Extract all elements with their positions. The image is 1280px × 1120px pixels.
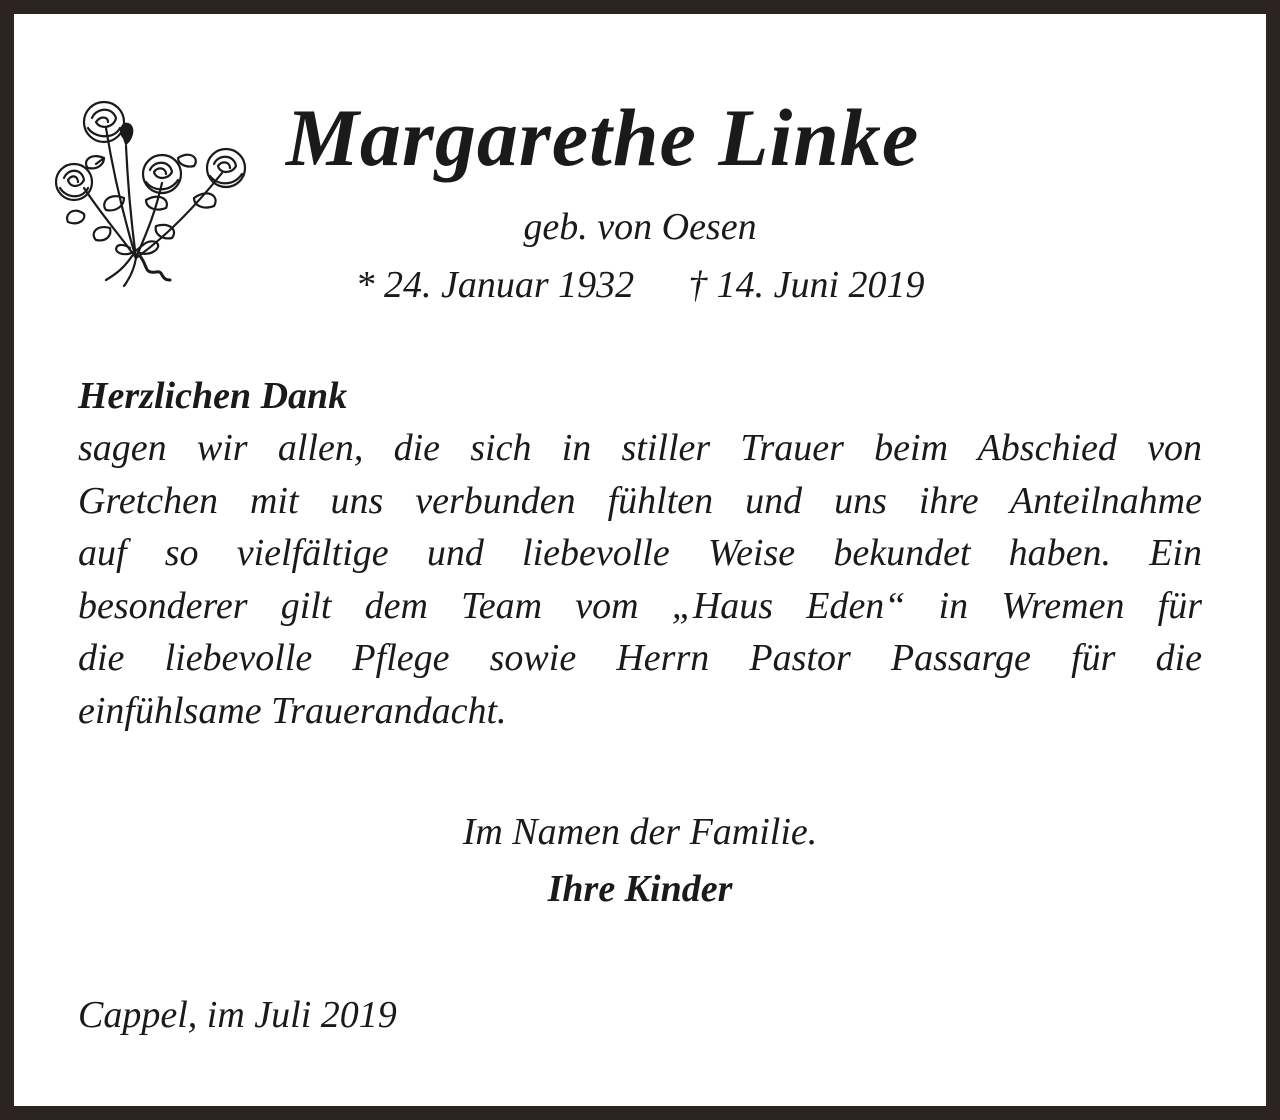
thanks-text-line: sagen wir allen, die sich in stiller Trauer beim Abschied von [78, 427, 1202, 469]
signature: Ihre Kinder [547, 868, 733, 910]
thanks-text-line: einfühlsame Trauerandacht. [78, 689, 507, 732]
birth-date: * 24. Januar 1932 [355, 264, 635, 306]
thanks-text-line: die liebevolle Pflege sowie Herrn Pastor Passarge für die [78, 637, 1202, 679]
thanks-text [78, 422, 1202, 737]
place-date: Cappel, im Juli 2019 [78, 994, 397, 1036]
thanks-heading: Herzlichen Dank [78, 375, 348, 417]
obituary-card [14, 14, 1266, 1106]
maiden-name: geb. von Oesen [523, 206, 757, 248]
thanks-text-line: besonderer gilt dem Team vom „Haus Eden“ in Wremen für [78, 584, 1202, 627]
life-dates [14, 262, 1266, 308]
thanks-text-line: Gretchen mit uns verbunden fühlten und uns ihre Anteilnahme [78, 479, 1202, 522]
death-date: † 14. Juni 2019 [688, 264, 925, 306]
family-line: Im Namen der Familie. [462, 811, 818, 853]
deceased-name: Margarethe Linke [286, 92, 920, 183]
thanks-text-line: auf so vielfältige und liebevolle Weise bekundet haben. Ein [78, 532, 1202, 574]
